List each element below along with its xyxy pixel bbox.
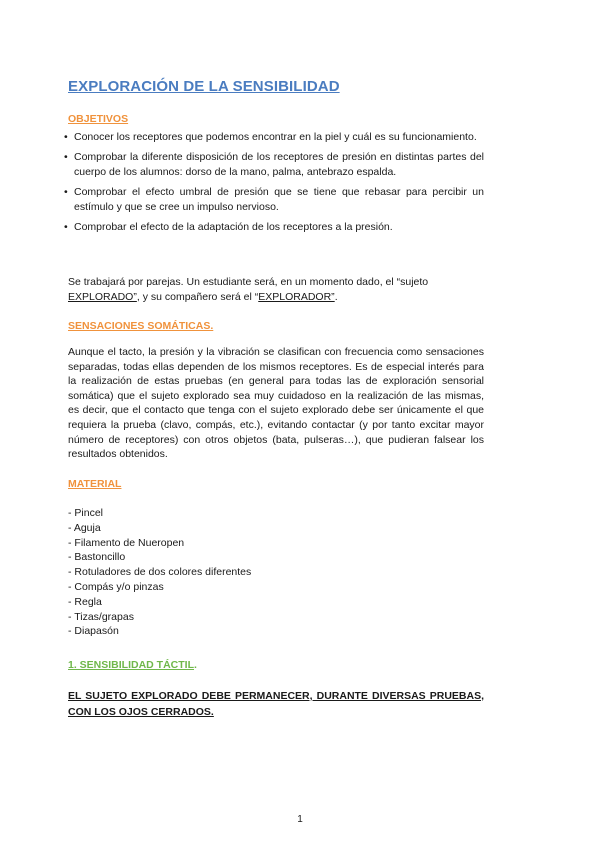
list-item: - Rotuladores de dos colores diferentes bbox=[68, 566, 252, 579]
ojos-cerrados-warning: EL SUJETO EXPLORADO DEBE PERMANECER, DURANTE DIVERSAS PRUEBAS, CON LOS OJOS CERRADOS. bbox=[68, 690, 484, 718]
material-heading: MATERIAL bbox=[68, 478, 122, 490]
list-item: • Comprobar el efecto de la adaptación de los receptores a la presión. bbox=[64, 221, 393, 233]
list-item: - Bastoncillo bbox=[68, 551, 126, 564]
bullet-icon: • bbox=[64, 151, 68, 163]
parejas-paragraph: Se trabajará por parejas. Un estudiante será, en un momento dado, el “sujeto EXPLORADO”, y su compañero será el “EXPLORADOR”. bbox=[68, 276, 429, 303]
list-item: - Filamento de Nueropen bbox=[68, 536, 185, 549]
objetivos-list bbox=[64, 130, 484, 240]
list-item: - Compás y/o pinzas bbox=[68, 580, 164, 593]
list-item: • Comprobar el efecto umbral de presión que se tiene que rebasar para percibir un estímulo y que se cree un impulso nervioso. bbox=[64, 186, 484, 213]
objetivos-heading: OBJETIVOS bbox=[68, 113, 129, 125]
sensibilidad-tactil-heading: 1. SENSIBILIDAD TÁCTIL. bbox=[68, 659, 197, 671]
list-item: - Tizas/grapas bbox=[68, 610, 134, 623]
bullet-icon: • bbox=[64, 131, 68, 143]
document-title: EXPLORACIÓN DE LA SENSIBILIDAD bbox=[68, 78, 340, 95]
list-item: - Pincel bbox=[68, 507, 104, 519]
explorador-term: EXPLORADOR” bbox=[258, 290, 335, 303]
bullet-icon: • bbox=[64, 221, 68, 233]
explorado-term: EXPLORADO” bbox=[68, 290, 137, 303]
bullet-icon: • bbox=[64, 186, 68, 198]
list-item: - Aguja bbox=[68, 521, 101, 534]
sensaciones-paragraph: Aunque el tacto, la presión y la vibración se clasifican con frecuencia como sensaciones separadas, todas ellas dependen de los mismos receptores. Es de especial interés para la realización de estas pruebas (en general para todas las de exploración sensorial somática) que el sujeto explorado sea muy cuidadoso en la realización de las mismas, es decir, que el contacto que tenga con el sujeto explorado debe ser únicamente el que requiera la prueba (clavo, compás, etc.), evitando contactar (y por tanto excitar mayor número de receptores) con otros objetos (bata, pulseras…), que pudieran falsear los resultados obtenidos. bbox=[68, 346, 484, 461]
list-item: • Conocer los receptores que podemos encontrar en la piel y cuál es su funcionamiento. bbox=[64, 131, 477, 143]
material-list bbox=[68, 506, 251, 639]
list-item: • Comprobar la diferente disposición de los receptores de presión en distintas partes del cuerpo de los alumnos: dorso de la mano, palma, antebrazo espalda. bbox=[64, 151, 484, 178]
list-item: - Diapasón bbox=[68, 625, 119, 638]
sensaciones-heading: SENSACIONES SOMÁTICAS. bbox=[68, 320, 214, 332]
page-number: 1 bbox=[297, 814, 303, 825]
list-item: - Regla bbox=[68, 595, 102, 608]
